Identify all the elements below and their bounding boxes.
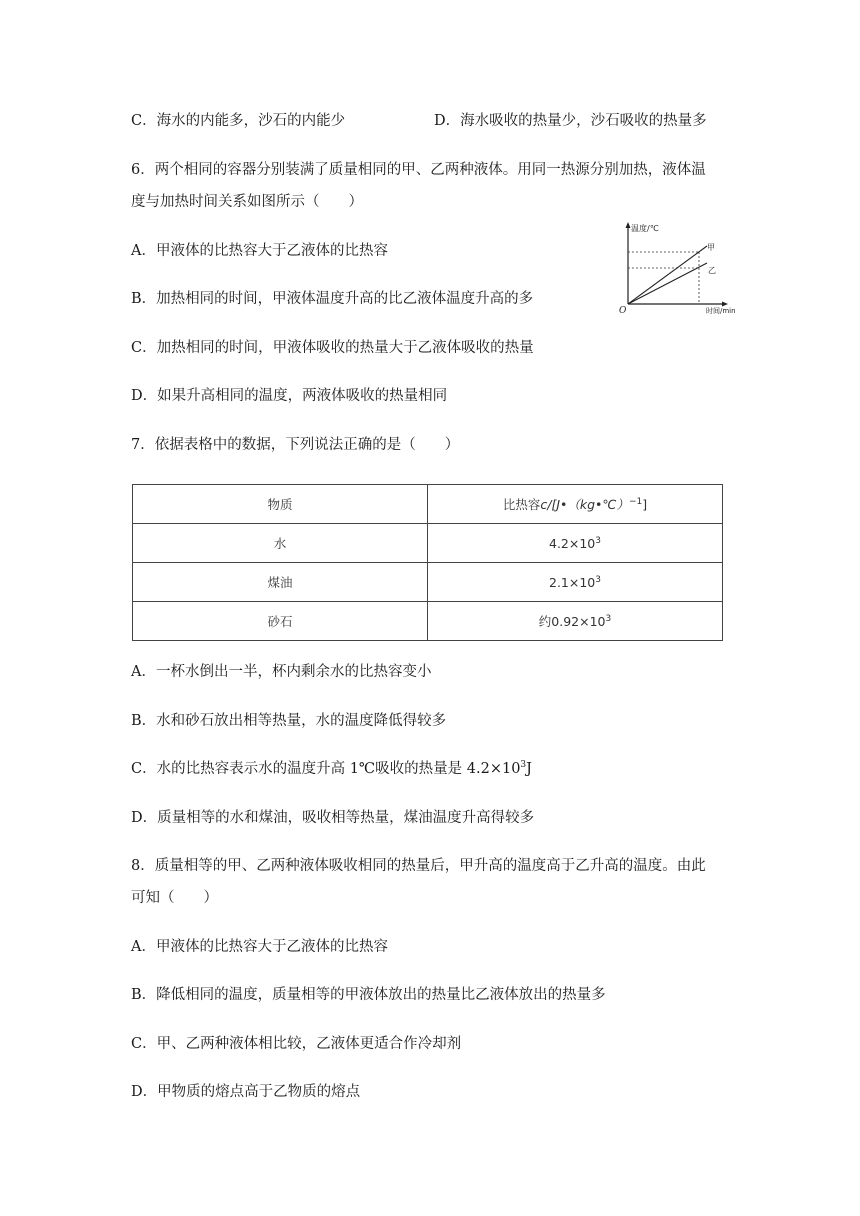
q7-option-a: A．一杯水倒出一半，杯内剩余水的比热容变小 <box>131 664 432 680</box>
graph-origin: O <box>619 306 627 316</box>
q6-option-a: A．甲液体的比热容大于乙液体的比热容 <box>131 243 388 259</box>
q6-stem-line1: 6．两个相同的容器分别装满了质量相同的甲、乙两种液体。用同一热源分别加热，液体温 <box>131 162 706 178</box>
graph-label-yi: 乙 <box>708 266 716 275</box>
table-row <box>133 602 723 641</box>
table-row <box>133 563 723 602</box>
cell-substance: 砂石 <box>133 602 428 641</box>
y-axis-arrow <box>626 222 631 228</box>
q7-stem: 7．依据表格中的数据，下列说法正确的是（ ） <box>131 437 460 453</box>
q5-option-c: C．海水的内能多，沙石的内能少 <box>131 113 346 129</box>
q6-option-c: C．加热相同的时间，甲液体吸收的热量大于乙液体吸收的热量 <box>131 340 534 356</box>
q7-option-c: C．水的比热容表示水的温度升高 1℃吸收的热量是 $4.2\times 10^3J$ <box>131 760 532 777</box>
table-header-row <box>133 485 723 524</box>
temperature-time-graph <box>614 218 754 318</box>
header-substance: 物质 <box>133 485 428 524</box>
q7-option-d: D．质量相等的水和煤油，吸收相等热量，煤油温度升高得较多 <box>131 810 535 826</box>
q7-option-b: B．水和砂石放出相等热量，水的温度降低得较多 <box>131 713 447 729</box>
graph-ylabel: 温度/℃ <box>631 224 659 233</box>
table-row <box>133 524 723 563</box>
q8-option-c: C．甲、乙两种液体相比较，乙液体更适合作冷却剂 <box>131 1036 462 1052</box>
x-axis-arrow <box>722 302 728 307</box>
line-yi <box>628 263 707 304</box>
cell-value: $2.1\times 10^3$ <box>428 563 723 602</box>
graph-label-jia: 甲 <box>707 243 715 252</box>
q6-option-d: D．如果升高相同的温度，两液体吸收的热量相同 <box>131 388 448 404</box>
q6-stem-line2: 度与加热时间关系如图所示（ ） <box>131 194 363 210</box>
cell-value: $4.2\times 10^3$ <box>428 524 723 563</box>
q8-stem-line1: 8．质量相等的甲、乙两种液体吸收相同的热量后，甲升高的温度高于乙升高的温度。由此 <box>131 858 706 874</box>
q8-option-a: A．甲液体的比热容大于乙液体的比热容 <box>131 939 388 955</box>
graph-xlabel: 时间/min <box>706 307 736 315</box>
cell-value: 约$0.92\times 10^3$ <box>428 602 723 641</box>
cell-substance: 水 <box>133 524 428 563</box>
cell-substance: 煤油 <box>133 563 428 602</box>
q8-option-b: B．降低相同的温度，质量相等的甲液体放出的热量比乙液体放出的热量多 <box>131 987 606 1003</box>
specific-heat-table <box>132 484 723 641</box>
line-jia <box>628 246 707 304</box>
q8-option-d: D．甲物质的熔点高于乙物质的熔点 <box>131 1084 361 1100</box>
q5-option-d: D．海水吸收的热量少，沙石吸收的热量多 <box>434 113 707 129</box>
header-specific-heat: 比热容c/[J•（kg•℃）$^{-1}$] <box>428 485 723 524</box>
q8-stem-line2: 可知（ ） <box>131 890 218 906</box>
q6-option-b: B．加热相同的时间，甲液体温度升高的比乙液体温度升高的多 <box>131 291 534 307</box>
